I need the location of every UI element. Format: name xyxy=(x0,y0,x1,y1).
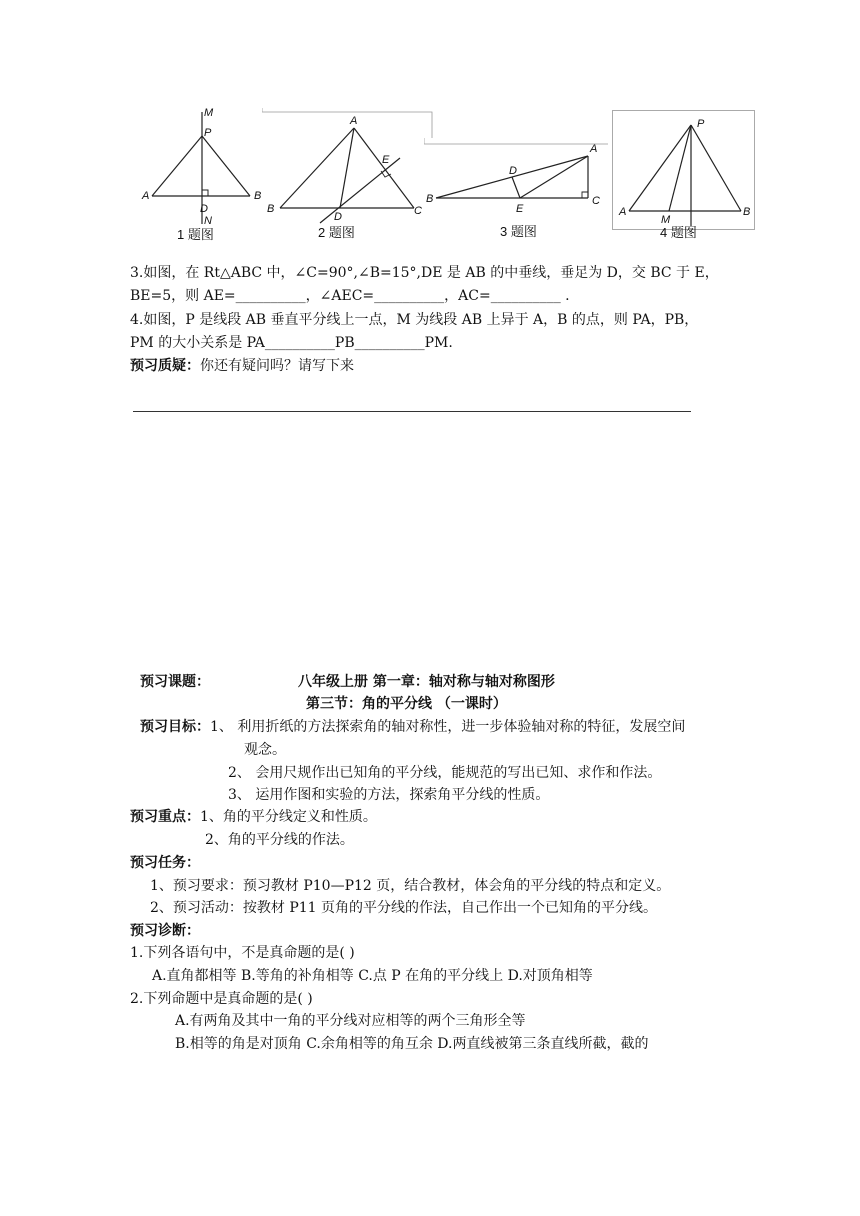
svg-text:D: D xyxy=(200,203,208,215)
figure-1-caption: 1 题图 xyxy=(177,227,214,242)
question-3-line-2: BE=5，则 AE=__________，∠AEC=__________，AC=__________ . xyxy=(130,288,570,304)
figure-4-diagram xyxy=(613,111,754,229)
figure-3-caption: 3 题图 xyxy=(500,224,537,239)
figure-1 xyxy=(130,104,265,229)
figure-2-caption: 2 题图 xyxy=(318,225,355,240)
svg-text:P: P xyxy=(204,127,212,139)
svg-text:B: B xyxy=(743,206,751,218)
figure-3-diagram xyxy=(424,138,609,223)
question-4-line-1: 4.如图，P 是线段 AB 垂直平分线上一点，M 为线段 AB 上异于 A，B 的点，则 PA，PB， xyxy=(130,312,699,328)
focus-line-1 xyxy=(130,806,377,826)
section-title: 第三节：角的平分线 （一课时） xyxy=(306,696,507,712)
answer-line xyxy=(133,411,691,412)
task-2: 2、预习活动：按教材 P11 页角的平分线的作法，自己作出一个已知角的平分线。 xyxy=(150,900,658,916)
diagnosis-label: 预习诊断： xyxy=(130,923,200,939)
diagnosis-q1: 1.下列各语句中，不是真命题的是( ) xyxy=(130,945,355,961)
diagnosis-q2-option-b: B.相等的角是对顶角 C.余角相等的角互余 D.两直线被第三条直线所截，截的 xyxy=(175,1036,649,1052)
task-1: 1、预习要求：预习教材 P10—P12 页，结合教材，体会角的平分线的特点和定义。 xyxy=(150,878,671,894)
svg-text:A: A xyxy=(142,190,150,202)
doubt-label: 预习质疑： xyxy=(130,358,200,374)
svg-text:M: M xyxy=(204,107,214,119)
goal-2: 2、 会用尺规作出已知角的平分线，能规范的写出已知、求作和作法。 xyxy=(228,765,662,781)
svg-text:A: A xyxy=(619,206,627,218)
svg-text:D: D xyxy=(509,165,517,177)
diagnosis-q2: 2.下列命题中是真命题的是( ) xyxy=(130,991,313,1007)
topic-label: 预习课题： xyxy=(140,674,210,690)
topic-text: 八年级上册 第一章：轴对称与轴对称图形 xyxy=(298,674,555,690)
focus-2: 2、角的平分线的作法。 xyxy=(205,832,354,848)
svg-text:B: B xyxy=(254,190,262,202)
svg-text:C: C xyxy=(592,195,600,207)
goal-3: 3、 运用作图和实验的方法，探索角平分线的性质。 xyxy=(228,787,550,803)
focus-1: 1、角的平分线定义和性质。 xyxy=(200,809,377,825)
svg-text:D: D xyxy=(334,211,342,223)
figure-4-caption: 4 题图 xyxy=(660,225,697,240)
svg-text:P: P xyxy=(697,118,705,130)
svg-text:N: N xyxy=(204,215,212,227)
goal-1a: 1、 利用折纸的方法探索角的轴对称性，进一步体验轴对称的特征，发展空间 xyxy=(210,719,686,735)
figure-1-diagram xyxy=(130,104,265,229)
svg-text:B: B xyxy=(426,193,434,205)
doubt-line xyxy=(130,355,354,377)
svg-text:A: A xyxy=(590,143,598,155)
question-4-line-2: PM 的大小关系是 PA__________PB__________PM. xyxy=(130,335,453,351)
goals-label: 预习目标： xyxy=(140,719,210,735)
figure-2-diagram xyxy=(262,108,434,228)
svg-text:M: M xyxy=(661,214,671,226)
task-label: 预习任务： xyxy=(130,855,200,871)
question-3-line-1: 3.如图，在 Rt△ABC 中，∠C=90°,∠B=15°,DE 是 AB 的中垂线，垂足为 D，交 BC 于 E， xyxy=(130,265,719,281)
goal-1b: 观念。 xyxy=(244,742,286,758)
svg-text:C: C xyxy=(414,205,422,217)
svg-text:B: B xyxy=(267,203,275,215)
figure-3 xyxy=(424,138,609,223)
figure-2 xyxy=(262,108,434,228)
figure-4 xyxy=(612,110,755,230)
goals-line-1 xyxy=(140,716,685,736)
diagnosis-q1-options: A.直角都相等 B.等角的补角相等 C.点 P 在角的平分线上 D.对顶角相等 xyxy=(152,968,593,984)
svg-text:A: A xyxy=(350,115,358,127)
svg-text:E: E xyxy=(382,154,390,166)
focus-label: 预习重点： xyxy=(130,809,200,825)
doubt-text: 你还有疑问吗？请写下来 xyxy=(200,358,354,374)
diagnosis-q2-option-a: A.有两角及其中一角的平分线对应相等的两个三角形全等 xyxy=(175,1013,526,1029)
svg-text:E: E xyxy=(516,203,524,215)
